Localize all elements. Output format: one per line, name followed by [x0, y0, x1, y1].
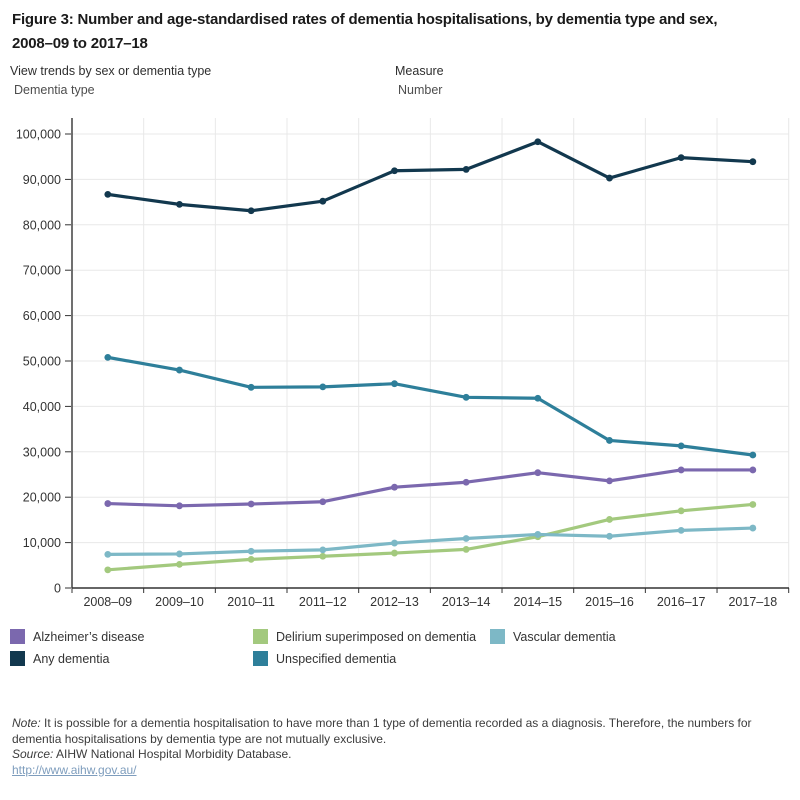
legend-item-delirium[interactable] [253, 629, 490, 644]
legend-item-alzheimers[interactable] [10, 629, 253, 644]
y-tick-label: 0 [54, 581, 61, 596]
x-tick-label: 2013–14 [441, 595, 491, 609]
data-point[interactable] [176, 561, 183, 568]
line-chart[interactable] [0, 110, 800, 622]
data-point[interactable] [248, 501, 255, 508]
legend-label-unspecified: Unspecified dementia [276, 651, 397, 666]
data-point[interactable] [678, 467, 685, 474]
legend-swatch-delirium [253, 629, 268, 644]
data-point[interactable] [176, 367, 183, 374]
x-tick-label: 2014–15 [513, 595, 563, 609]
x-tick-label: 2011–12 [298, 595, 347, 609]
footer [12, 716, 788, 778]
data-point[interactable] [606, 175, 613, 182]
legend-swatch-vascular [490, 629, 505, 644]
data-point[interactable] [391, 484, 398, 491]
data-point[interactable] [248, 556, 255, 563]
data-point[interactable] [463, 394, 470, 401]
page-title-line2: 2008–09 to 2017–18 [12, 35, 148, 52]
x-tick-label: 2008–09 [83, 595, 133, 609]
y-tick-label: 100,000 [15, 127, 61, 142]
data-point[interactable] [463, 166, 470, 173]
page-title [12, 8, 796, 56]
data-point[interactable] [319, 546, 326, 553]
y-tick-label: 60,000 [22, 309, 61, 324]
data-point[interactable] [678, 507, 685, 514]
legend [10, 629, 792, 666]
data-point[interactable] [104, 500, 111, 507]
data-point[interactable] [534, 395, 541, 402]
data-point[interactable] [606, 516, 613, 523]
data-point[interactable] [248, 548, 255, 555]
data-point[interactable] [104, 551, 111, 558]
data-point[interactable] [176, 201, 183, 208]
note-text: It is possible for a dementia hospitalisation to have more than 1 type of dementia recorded as a diagnosis. Therefore, the numbers for dementia hospitalisations by dementia type are not mutually exclusive. [12, 716, 752, 746]
data-point[interactable] [248, 207, 255, 214]
trends-filter-label: View trends by sex or dementia type [10, 64, 212, 78]
y-tick-label: 70,000 [22, 263, 61, 278]
data-point[interactable] [606, 477, 613, 484]
x-tick-label: 2015–16 [585, 595, 634, 609]
data-point[interactable] [319, 383, 326, 390]
x-tick-label: 2017–18 [728, 595, 778, 609]
data-point[interactable] [176, 502, 183, 509]
x-tick-label: 2016–17 [656, 595, 706, 609]
data-point[interactable] [678, 527, 685, 534]
trends-filter-dropdown[interactable]: Dementia type [14, 83, 95, 97]
y-tick-label: 50,000 [22, 354, 61, 369]
legend-label-vascular: Vascular dementia [513, 629, 616, 644]
x-tick-label: 2010–11 [227, 595, 276, 609]
legend-item-any-dementia[interactable] [10, 651, 253, 666]
legend-swatch-alzheimers [10, 629, 25, 644]
data-point[interactable] [678, 442, 685, 449]
data-point[interactable] [104, 191, 111, 198]
data-point[interactable] [463, 479, 470, 486]
data-point[interactable] [319, 553, 326, 560]
measure-filter-label: Measure [395, 64, 444, 78]
data-point[interactable] [749, 158, 756, 165]
y-tick-label: 40,000 [22, 399, 61, 414]
note-label: Note: [12, 716, 41, 730]
data-point[interactable] [749, 452, 756, 459]
data-point[interactable] [319, 198, 326, 205]
data-point[interactable] [104, 354, 111, 361]
footer-note [12, 716, 788, 747]
legend-label-any-dementia: Any dementia [33, 651, 110, 666]
x-tick-label: 2009–10 [155, 595, 204, 609]
data-point[interactable] [319, 498, 326, 505]
data-point[interactable] [534, 531, 541, 538]
data-point[interactable] [104, 566, 111, 573]
y-tick-label: 10,000 [22, 536, 61, 551]
measure-filter-dropdown[interactable]: Number [398, 83, 443, 97]
legend-item-vascular[interactable] [490, 629, 792, 644]
legend-swatch-any-dementia [10, 651, 25, 666]
y-tick-label: 30,000 [22, 445, 61, 460]
data-point[interactable] [534, 138, 541, 145]
legend-swatch-unspecified [253, 651, 268, 666]
data-point[interactable] [463, 535, 470, 542]
data-point[interactable] [749, 467, 756, 474]
data-point[interactable] [391, 380, 398, 387]
source-text: AIHW National Hospital Morbidity Database. [53, 747, 292, 761]
source-label: Source: [12, 747, 54, 761]
data-point[interactable] [606, 437, 613, 444]
data-point[interactable] [391, 167, 398, 174]
y-tick-label: 90,000 [22, 172, 61, 187]
data-point[interactable] [606, 533, 613, 540]
data-point[interactable] [749, 501, 756, 508]
y-tick-label: 80,000 [22, 218, 61, 233]
data-point[interactable] [749, 525, 756, 532]
data-point[interactable] [463, 546, 470, 553]
y-tick-label: 20,000 [22, 490, 61, 505]
legend-label-alzheimers: Alzheimer’s disease [33, 629, 145, 644]
legend-label-delirium: Delirium superimposed on dementia [276, 629, 477, 644]
legend-item-unspecified[interactable] [253, 651, 490, 666]
data-point[interactable] [391, 540, 398, 547]
data-point[interactable] [391, 550, 398, 557]
page-title-line1: Figure 3: Number and age-standardised rates of dementia hospitalisations, by dementia type and sex, [12, 11, 718, 28]
aihw-link[interactable]: http://www.aihw.gov.au/ [12, 762, 137, 777]
x-tick-label: 2012–13 [370, 595, 419, 609]
footer-source [12, 747, 788, 763]
data-point[interactable] [534, 469, 541, 476]
data-point[interactable] [248, 384, 255, 391]
data-point[interactable] [176, 551, 183, 558]
data-point[interactable] [678, 154, 685, 161]
